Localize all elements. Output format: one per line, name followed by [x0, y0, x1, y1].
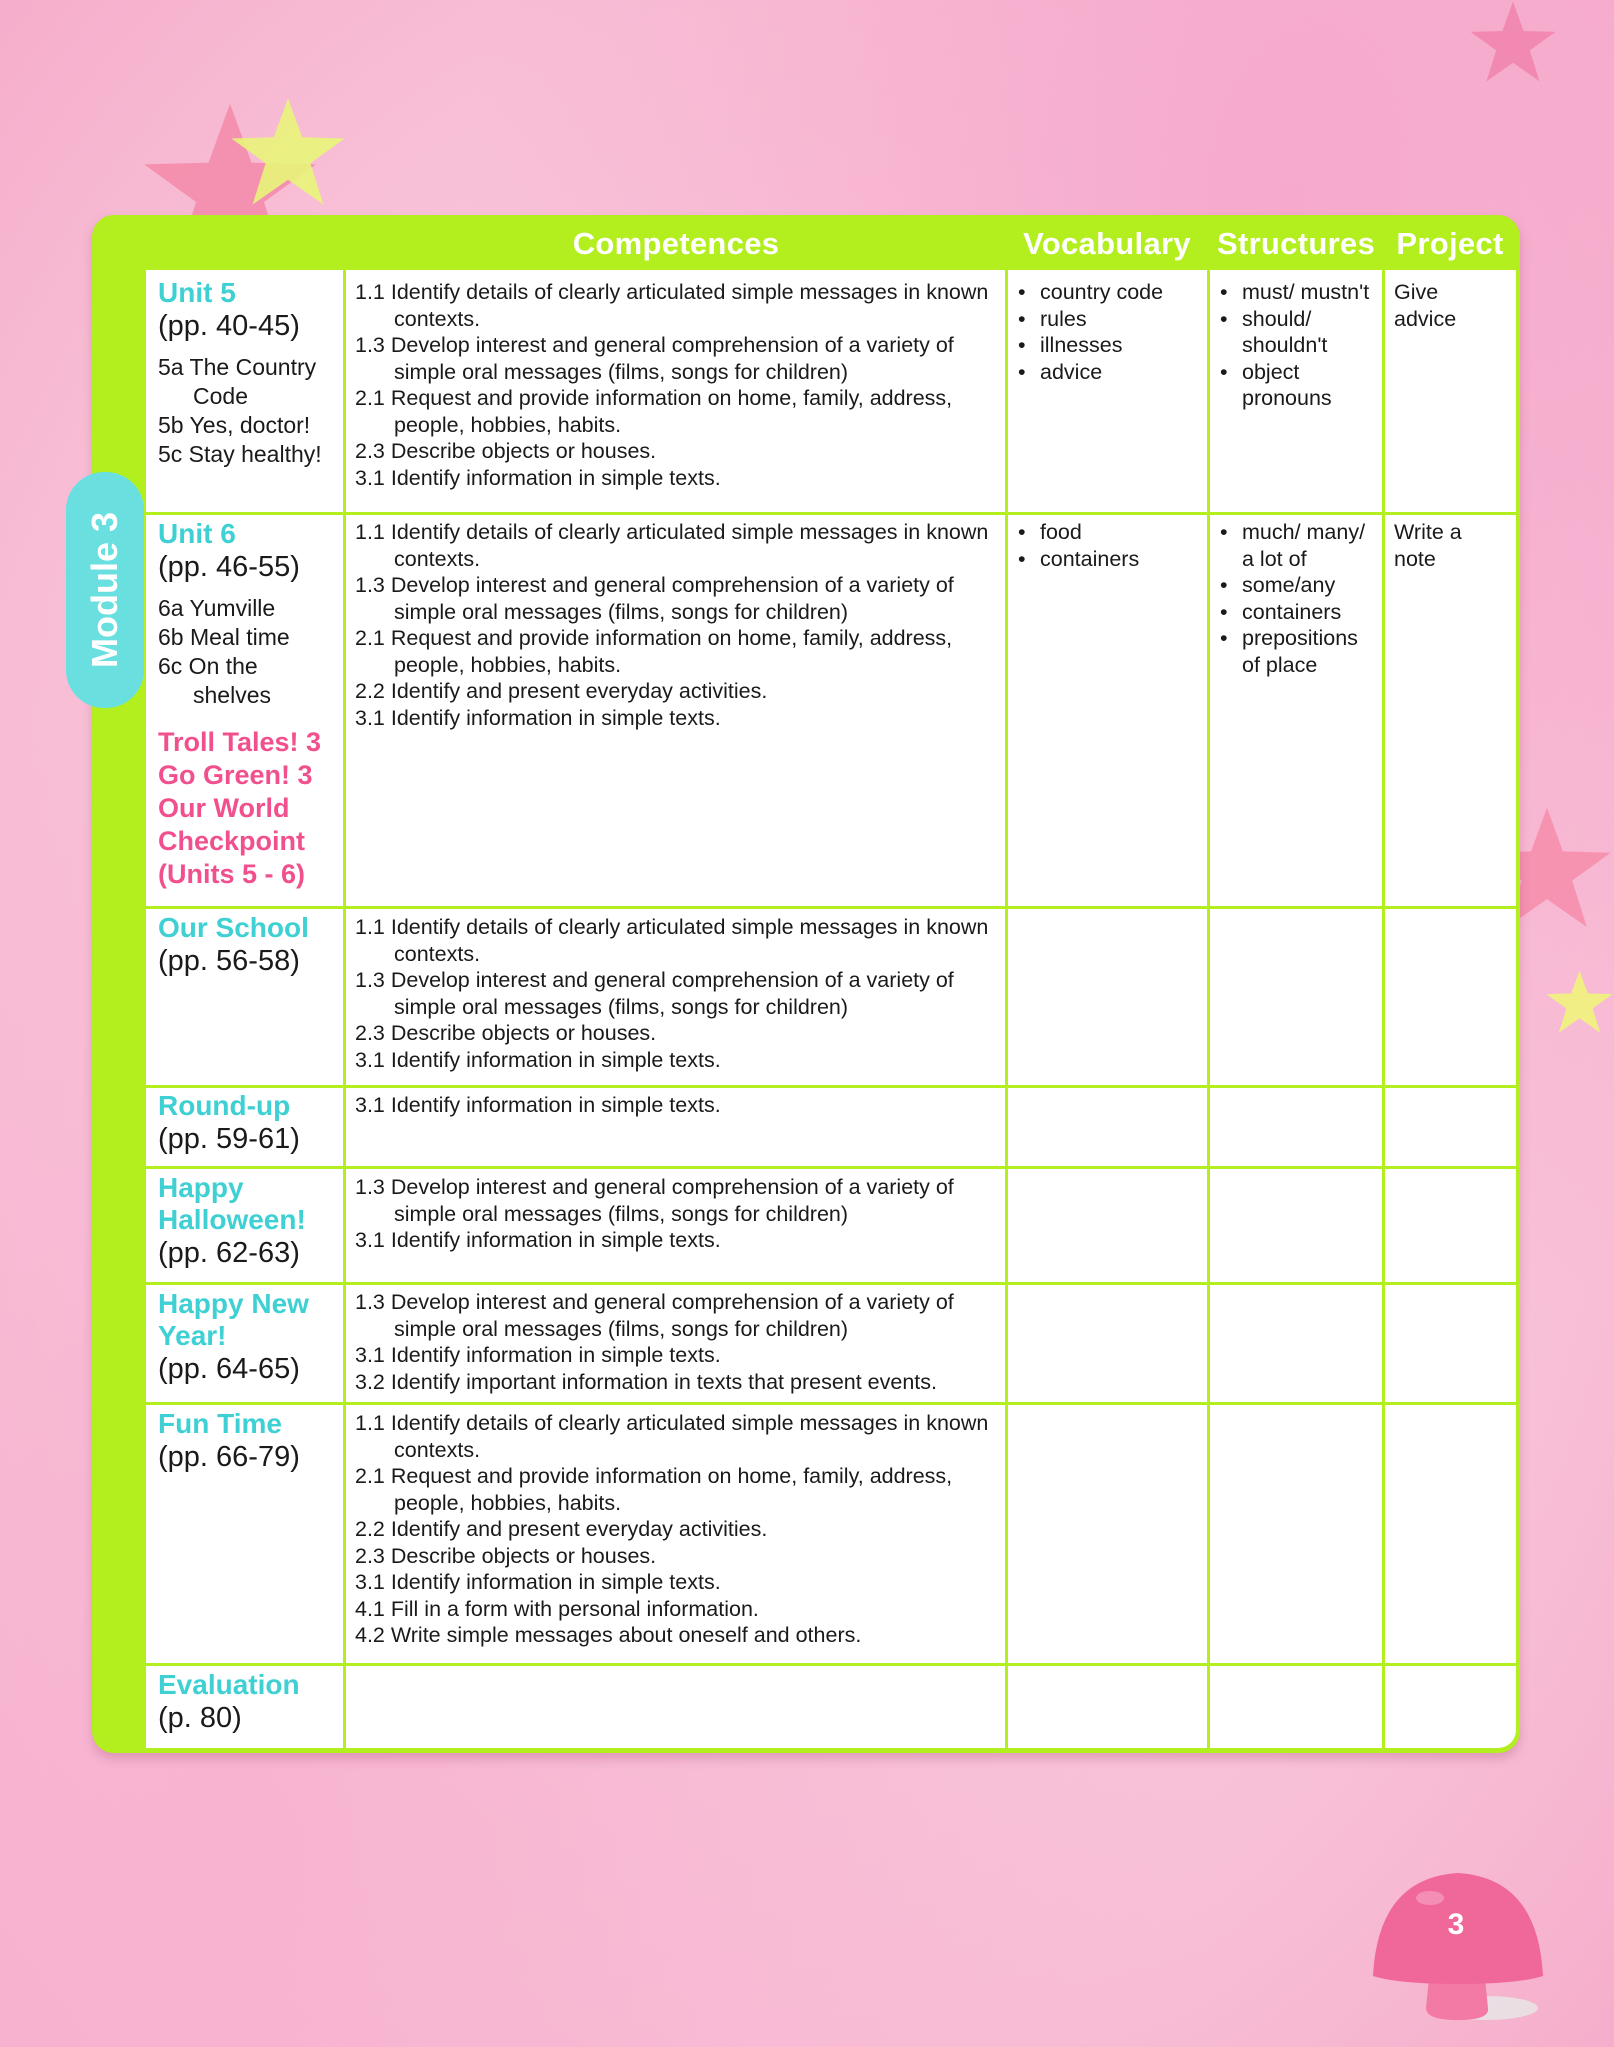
vocabulary-item: • country code [1018, 279, 1203, 306]
project-cell: Write a note [1394, 520, 1462, 571]
competence-item: 4.1 Fill in a form with personal information. [355, 1596, 759, 1621]
unit-cell [158, 1408, 340, 1474]
competence-item: 1.3 Develop interest and general comprehension of a variety of simple oral messages (films, songs for children) [355, 573, 954, 624]
structure-item: • some/any [1220, 572, 1380, 599]
competence-item: 2.1 Request and provide information on home, family, address, people, hobbies, habits. [355, 1464, 953, 1515]
lesson-item: 5c Stay healthy! [158, 441, 322, 467]
unit-pages: (pp. 56-58) [158, 945, 300, 977]
unit-title: Happy Halloween! [158, 1172, 306, 1235]
competence-item: 2.3 Describe objects or houses. [355, 1021, 657, 1045]
extra-item: Troll Tales! 3 [158, 727, 322, 757]
structures-cell [1220, 279, 1370, 412]
unit-pages: (pp. 59-61) [158, 1123, 300, 1155]
unit-cell [158, 277, 340, 469]
structure-item: • must/ mustn't [1220, 279, 1370, 306]
competence-item: 3.1 Identify information in simple texts. [355, 1570, 721, 1594]
competence-item: 1.3 Develop interest and general comprehension of a variety of simple oral messages (films, songs for children) [355, 1175, 954, 1226]
unit-title: Fun Time [158, 1408, 282, 1439]
unit-pages: (pp. 46-55) [158, 551, 300, 583]
competence-item: 3.1 Identify information in simple texts. [355, 1093, 721, 1117]
unit-title: Unit 6 [158, 518, 236, 549]
extra-item: Go Green! 3 [158, 760, 313, 790]
competence-item: 1.1 Identify details of clearly articulated simple messages in known contexts. [355, 520, 989, 571]
competence-item: 4.2 Write simple messages about oneself and others. [355, 1623, 862, 1647]
page-number: 3 [1447, 1908, 1465, 1941]
lesson-item: 5b Yes, doctor! [158, 412, 311, 438]
header-vocabulary: Vocabulary [1023, 226, 1191, 261]
extra-item: (Units 5 - 6) [158, 859, 306, 889]
structure-item: • much/ many/ a lot of [1220, 519, 1380, 572]
row-divider [92, 906, 1516, 909]
unit-cell [158, 912, 340, 978]
lesson-item: 5a The Country Code [158, 354, 317, 409]
lesson-item: 6a Yumville [158, 595, 276, 621]
row-divider [146, 1085, 1516, 1088]
unit-cell [158, 1172, 340, 1270]
competence-item: 3.1 Identify information in simple texts. [355, 465, 721, 490]
vocabulary-item: • rules [1018, 306, 1203, 333]
competences-cell [355, 279, 1003, 491]
extra-item: Our World [158, 793, 290, 823]
competence-item: 2.3 Describe objects or houses. [355, 1543, 657, 1568]
competence-item: 2.1 Request and provide information on home, family, address, people, hobbies, habits. [355, 386, 953, 437]
structure-item: • prepositions of place [1220, 625, 1380, 678]
lesson-list [158, 594, 340, 710]
competence-item: 2.1 Request and provide information on home, family, address, people, hobbies, habits. [355, 626, 953, 677]
competence-item: 1.1 Identify details of clearly articulated simple messages in known contexts. [355, 1411, 989, 1462]
extra-item: Checkpoint [158, 826, 306, 856]
structures-cell [1220, 519, 1380, 678]
row-divider [146, 1402, 1516, 1405]
structure-item: • containers [1220, 599, 1380, 626]
unit-title: Our School [158, 912, 309, 943]
header-competences: Competences [572, 226, 780, 261]
competence-item: 2.2 Identify and present everyday activities. [355, 1517, 768, 1541]
competences-cell [355, 1289, 1003, 1395]
competence-item: 1.3 Develop interest and general comprehension of a variety of simple oral messages (films, songs for children) [355, 1290, 954, 1341]
header-structures: Structures [1216, 226, 1376, 261]
extras-list [158, 726, 340, 891]
lesson-list [158, 353, 340, 469]
unit-cell [158, 1090, 340, 1156]
module-tab [66, 472, 144, 708]
header-project: Project [1396, 226, 1504, 261]
unit-cell [158, 518, 340, 891]
lesson-item: 6c On the shelves [158, 653, 271, 708]
unit-title: Happy New Year! [158, 1288, 309, 1351]
competences-cell [355, 1410, 1003, 1649]
competence-item: 3.1 Identify information in simple texts. [355, 705, 721, 730]
column-divider [1382, 270, 1385, 1748]
competence-item: 3.2 Identify important information in texts that present events. [355, 1369, 938, 1394]
unit-title: Unit 5 [158, 277, 236, 308]
unit-pages: (pp. 40-45) [158, 310, 300, 342]
competence-item: 1.1 Identify details of clearly articulated simple messages in known contexts. [355, 915, 989, 966]
competence-item: 3.1 Identify information in simple texts. [355, 1047, 721, 1072]
unit-pages: (p. 80) [158, 1702, 242, 1734]
star-icon [1468, 0, 1558, 84]
competence-item: 3.1 Identify information in simple texts. [355, 1343, 721, 1367]
module-label: Module 3 [84, 511, 126, 669]
competence-item: 3.1 Identify information in simple texts. [355, 1228, 721, 1252]
vocabulary-item: • advice [1018, 359, 1203, 386]
mushroom-icon [1368, 1858, 1548, 2028]
competences-cell [355, 914, 1003, 1073]
competence-item: 1.3 Develop interest and general comprehension of a variety of simple oral messages (films, songs for children) [355, 968, 954, 1019]
row-divider [146, 1663, 1516, 1666]
vocabulary-item: • illnesses [1018, 332, 1203, 359]
row-divider [146, 512, 1516, 515]
competence-item: 2.3 Describe objects or houses. [355, 439, 657, 463]
row-divider [146, 1282, 1516, 1285]
competences-cell [355, 1092, 1003, 1119]
star-icon [228, 96, 348, 208]
unit-pages: (pp. 64-65) [158, 1353, 300, 1385]
structure-item: • should/ shouldn't [1220, 306, 1370, 359]
competence-item: 1.1 Identify details of clearly articulated simple messages in known contexts. [355, 280, 989, 331]
lesson-item: 6b Meal time [158, 624, 290, 650]
column-divider [343, 270, 346, 1748]
structure-item: • object pronouns [1220, 359, 1370, 412]
competences-cell [355, 519, 1003, 731]
unit-cell [158, 1669, 340, 1735]
vocabulary-item: • containers [1018, 546, 1203, 573]
row-divider [146, 1166, 1516, 1169]
column-divider [1207, 270, 1210, 1748]
vocabulary-cell [1018, 519, 1203, 572]
star-icon [1545, 958, 1614, 1046]
competence-item: 1.3 Develop interest and general comprehension of a variety of simple oral messages (films, songs for children) [355, 333, 954, 384]
vocabulary-cell [1018, 279, 1203, 385]
project-cell: Give advice [1394, 280, 1457, 331]
column-divider [1005, 270, 1008, 1748]
unit-cell [158, 1288, 340, 1386]
unit-title: Evaluation [158, 1669, 300, 1700]
vocabulary-item: • food [1018, 519, 1203, 546]
unit-title: Round-up [158, 1090, 291, 1121]
unit-pages: (pp. 62-63) [158, 1237, 300, 1269]
competences-cell [355, 1174, 1003, 1254]
competence-item: 2.2 Identify and present everyday activities. [355, 679, 768, 703]
unit-pages: (pp. 66-79) [158, 1441, 300, 1473]
